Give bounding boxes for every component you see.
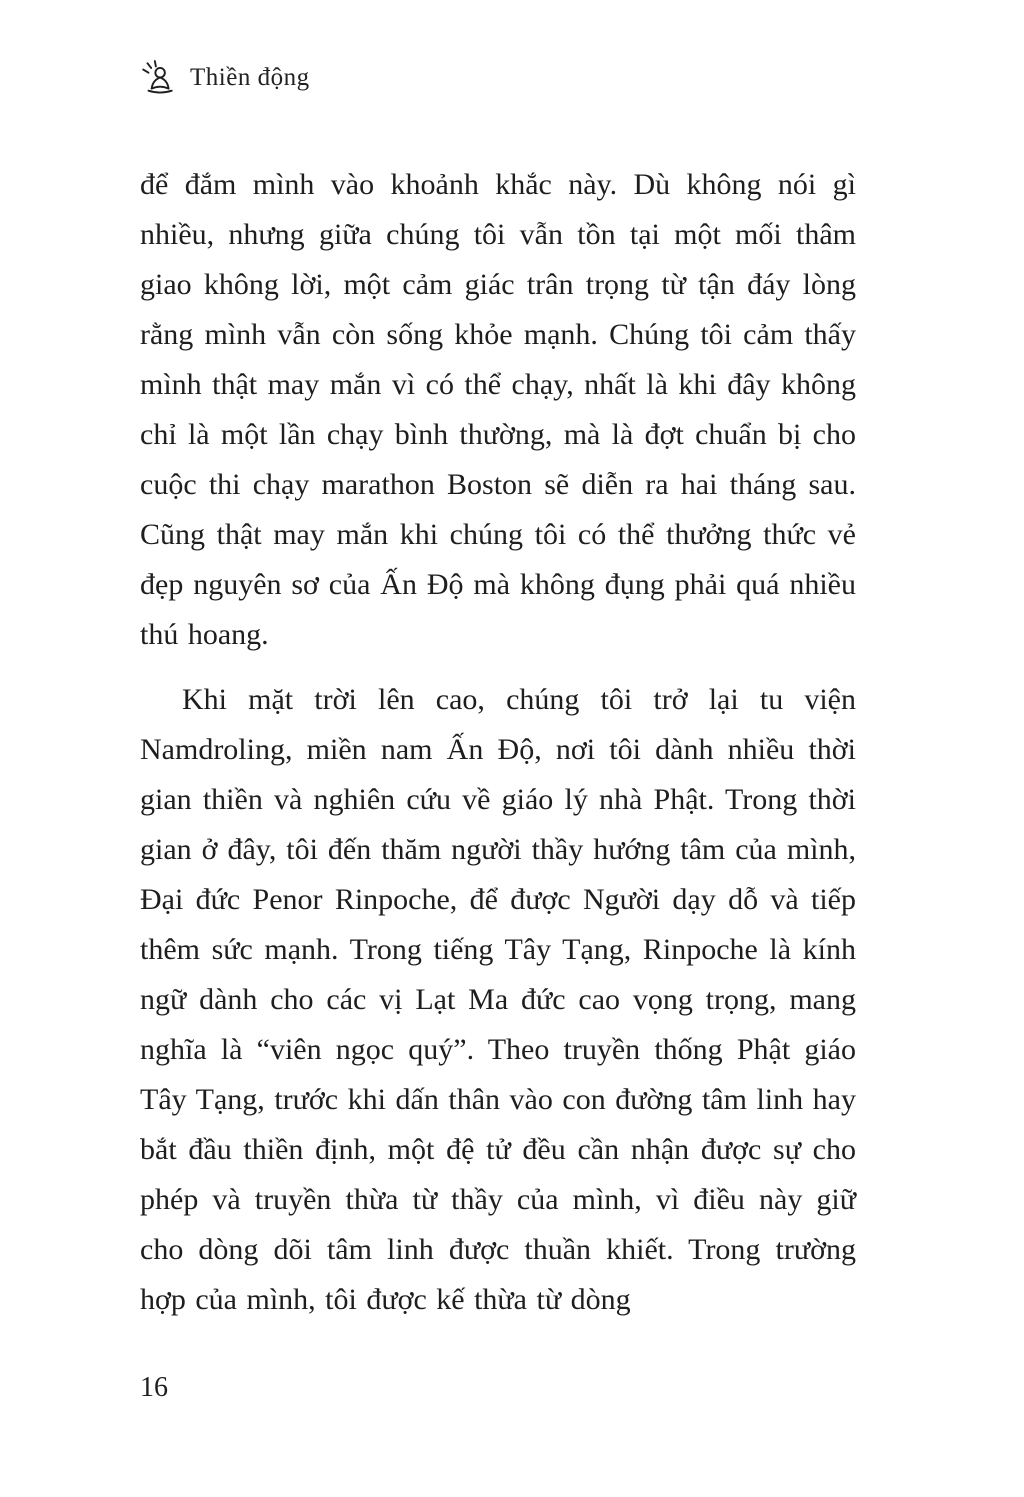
page-header — [138, 58, 310, 98]
meditation-figure-icon — [138, 58, 178, 98]
paragraph: Khi mặt trời lên cao, chúng tôi trở lại tu viện Namdroling, miền nam Ấn Độ, nơi tôi dành nhiều thời gian thiền và nghiên cứu về giáo lý nhà Phật. Trong thời gian ở đây, tôi đến thăm người thầy hướng tâm của mình, Đại đức Penor Rinpoche, để được Người dạy dỗ và tiếp thêm sức mạnh. Trong tiếng Tây Tạng, Rinpoche là kính ngữ dành cho các vị Lạt Ma đức cao vọng trọng, mang nghĩa là “viên ngọc quý”. Theo truyền thống Phật giáo Tây Tạng, trước khi dấn thân vào con đường tâm linh hay bắt đầu thiền định, một đệ tử đều cần nhận được sự cho phép và truyền thừa từ thầy của mình, vì điều này giữ cho dòng dõi tâm linh được thuần khiết. Trong trường hợp của mình, tôi được kế thừa từ dòng — [140, 683, 856, 1316]
body-text-block — [140, 160, 856, 1325]
paragraph: để đắm mình vào khoảnh khắc này. Dù không nói gì nhiều, nhưng giữa chúng tôi vẫn tồn tại một mối thâm giao không lời, một cảm giác trân trọng từ tận đáy lòng rằng mình vẫn còn sống khỏe mạnh. Chúng tôi cảm thấy mình thật may mắn vì có thể chạy, nhất là khi đây không chỉ là một lần chạy bình thường, mà là đợt chuẩn bị cho cuộc thi chạy marathon Boston sẽ diễn ra hai tháng sau. Cũng thật may mắn khi chúng tôi có thể thưởng thức vẻ đẹp nguyên sơ của Ấn Độ mà không đụng phải quá nhiều thú hoang. — [140, 168, 856, 651]
running-head-title: Thiền động — [190, 64, 310, 91]
page-number: 16 — [140, 1372, 168, 1403]
